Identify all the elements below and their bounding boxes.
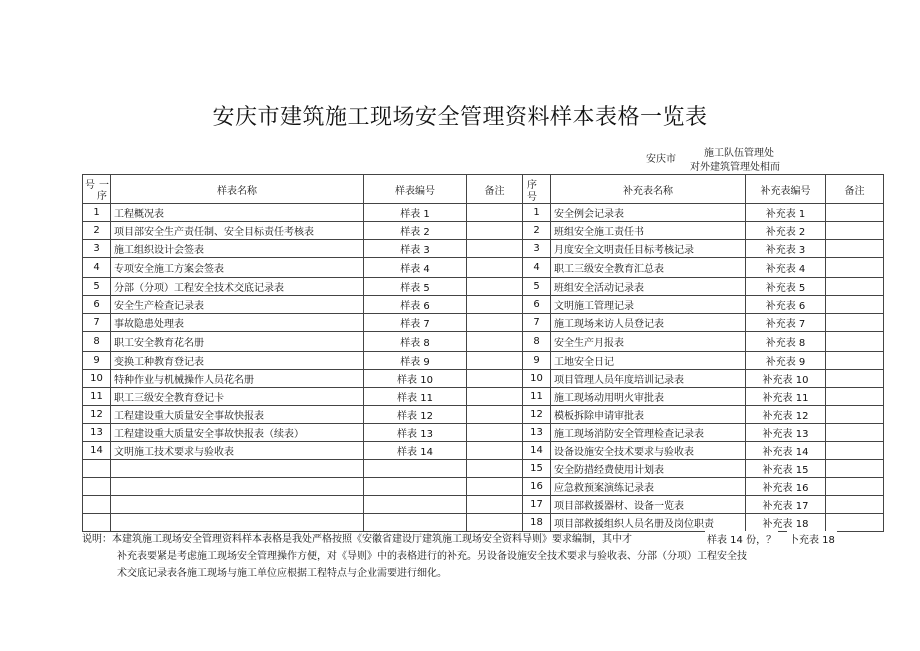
row-supp-name: 安全防措经费使用计划表: [551, 460, 746, 478]
table-row: [83, 258, 884, 278]
row-supp-remark: [826, 352, 884, 370]
org-city: 安庆市: [646, 154, 676, 165]
row-remark: [467, 406, 523, 424]
table-row: [83, 332, 884, 352]
row-sample-no: [364, 460, 467, 478]
row-seq-right: 18: [523, 514, 551, 532]
row-supp-remark: [826, 278, 884, 296]
row-seq-right: 9: [523, 352, 551, 370]
header-seq-right-top: 序: [527, 180, 537, 191]
row-supp-remark: [826, 460, 884, 478]
row-supp-remark: [826, 240, 884, 258]
row-sample-no: 样表 2: [364, 222, 467, 240]
header-supp-no: 补充表编号: [746, 175, 826, 204]
row-supp-no: 补充表 12: [746, 406, 826, 424]
table-row: [83, 496, 884, 514]
row-seq-left: 5: [83, 278, 111, 296]
row-sample-no: 样表 11: [364, 388, 467, 406]
row-seq-right: 11: [523, 388, 551, 406]
row-remark: [467, 352, 523, 370]
row-supp-remark: [826, 424, 884, 442]
header-seq-right-bottom: 号: [527, 192, 537, 203]
row-sample-no: 样表 7: [364, 314, 467, 332]
row-supp-name: 项目部救援器材、设备一览表: [551, 496, 746, 514]
row-seq-left: 3: [83, 240, 111, 258]
row-seq-left: 11: [83, 388, 111, 406]
row-sample-no: 样表 3: [364, 240, 467, 258]
row-seq-right: 13: [523, 424, 551, 442]
row-sample-no: [364, 478, 467, 496]
row-seq-right: 14: [523, 442, 551, 460]
row-supp-no: 补充表 1: [746, 204, 826, 222]
row-sample-name: [111, 460, 364, 478]
row-remark: [467, 222, 523, 240]
header-supp-remark: 备注: [826, 175, 884, 204]
note-line-1: 说明：本建筑施工现场安全管理资料样本表格是我处严格按照《安徽省建设厅建筑施工现场安全资料导则》要求编制，其中才: [82, 534, 632, 545]
row-seq-left: 8: [83, 332, 111, 352]
row-sample-name: 文明施工技术要求与验收表: [111, 442, 364, 460]
row-seq-right: 1: [523, 204, 551, 222]
row-remark: [467, 370, 523, 388]
row-seq-left: [83, 496, 111, 514]
row-supp-name: 文明施工管理记录: [551, 296, 746, 314]
row-supp-name: 安全生产月报表: [551, 332, 746, 352]
row-sample-name: 分部（分项）工程安全技术交底记录表: [111, 278, 364, 296]
row-remark: [467, 388, 523, 406]
row-sample-no: 样表 6: [364, 296, 467, 314]
row-seq-left: 6: [83, 296, 111, 314]
row-sample-name: 项目部安全生产责任制、安全目标责任考核表: [111, 222, 364, 240]
row-supp-remark: [826, 478, 884, 496]
page-title: 安庆市建筑施工现场安全管理资料样本表格一览表: [212, 105, 708, 130]
row-supp-no: 补充表 18: [746, 514, 826, 532]
row-supp-no: 补充表 2: [746, 222, 826, 240]
row-supp-name: 工地安全日记: [551, 352, 746, 370]
table-row: [83, 222, 884, 240]
table-row: [83, 460, 884, 478]
row-supp-remark: [826, 370, 884, 388]
row-remark: [467, 478, 523, 496]
header-supp-name: 补充表名称: [551, 175, 746, 204]
row-supp-remark: [826, 442, 884, 460]
row-seq-left: 12: [83, 406, 111, 424]
table-row: [83, 406, 884, 424]
row-supp-remark: [826, 388, 884, 406]
table-row: [83, 240, 884, 258]
row-seq-right: 16: [523, 478, 551, 496]
header-remark: 备注: [467, 175, 523, 204]
header-seq-left-bottom: 序: [97, 191, 107, 202]
note-line-2: 补充表要紧是考虑施工现场安全管理操作方便，对《导则》中的表格进行的补充。另设备设施安全技术要求与验收表、分部（分项）工程安全技: [117, 551, 747, 562]
org-line-2: 对外建筑管理处相而: [690, 162, 780, 173]
row-seq-right: 8: [523, 332, 551, 352]
table-row: [83, 514, 884, 532]
row-sample-no: [364, 496, 467, 514]
row-seq-right: 5: [523, 278, 551, 296]
row-supp-no: 补充表 8: [746, 332, 826, 352]
row-supp-no: 补充表 9: [746, 352, 826, 370]
row-seq-right: 7: [523, 314, 551, 332]
header-seq-right: [523, 175, 551, 204]
row-sample-name: 工程概况表: [111, 204, 364, 222]
row-supp-name: 施工现场消防安全管理检查记录表: [551, 424, 746, 442]
row-sample-no: 样表 8: [364, 332, 467, 352]
row-supp-remark: [826, 332, 884, 352]
row-supp-no: 补充表 5: [746, 278, 826, 296]
row-seq-right: 4: [523, 258, 551, 278]
row-supp-name: 模板拆除申请审批表: [551, 406, 746, 424]
row-supp-remark: [826, 496, 884, 514]
table-row: [83, 278, 884, 296]
note-supp-count: 卜充表 18: [787, 531, 837, 546]
row-supp-no: 补充表 11: [746, 388, 826, 406]
row-remark: [467, 240, 523, 258]
row-seq-left: 7: [83, 314, 111, 332]
row-remark: [467, 204, 523, 222]
row-supp-no: 补充表 14: [746, 442, 826, 460]
row-supp-no: 补充表 6: [746, 296, 826, 314]
row-sample-name: [111, 514, 364, 532]
row-seq-left: 10: [83, 370, 111, 388]
header-sample-no: 样表编号: [364, 175, 467, 204]
row-supp-remark: [826, 406, 884, 424]
row-seq-right: 17: [523, 496, 551, 514]
row-seq-right: 2: [523, 222, 551, 240]
row-sample-no: 样表 9: [364, 352, 467, 370]
row-seq-right: 12: [523, 406, 551, 424]
row-seq-left: 1: [83, 204, 111, 222]
row-sample-no: [364, 514, 467, 532]
row-supp-remark: [826, 204, 884, 222]
note-line-3: 术交底记录表各施工现场与施工单位应根据工程特点与企业需要进行细化。: [117, 568, 447, 579]
row-supp-no: 补充表 10: [746, 370, 826, 388]
row-supp-no: 补充表 3: [746, 240, 826, 258]
row-sample-name: 变换工种教育登记表: [111, 352, 364, 370]
row-seq-left: [83, 514, 111, 532]
table-row: [83, 314, 884, 332]
note-sample-count: 样表 14 份，？: [705, 531, 778, 546]
row-remark: [467, 460, 523, 478]
row-seq-left: 2: [83, 222, 111, 240]
row-remark: [467, 258, 523, 278]
header-seq-left-top: 号: [85, 180, 95, 191]
row-seq-left: [83, 478, 111, 496]
row-seq-right: 15: [523, 460, 551, 478]
row-supp-name: 施工现场来访人员登记表: [551, 314, 746, 332]
row-supp-name: 项目部救援组织人员名册及岗位职责: [551, 514, 746, 532]
table-body: [83, 204, 884, 532]
row-supp-name: 安全例会记录表: [551, 204, 746, 222]
row-seq-left: 4: [83, 258, 111, 278]
row-supp-name: 职工三级安全教育汇总表: [551, 258, 746, 278]
row-supp-name: 应急救预案演练记录表: [551, 478, 746, 496]
row-supp-name: 班组安全施工责任书: [551, 222, 746, 240]
table-row: [83, 352, 884, 370]
row-supp-remark: [826, 258, 884, 278]
row-sample-no: 样表 12: [364, 406, 467, 424]
row-remark: [467, 496, 523, 514]
row-sample-no: 样表 13: [364, 424, 467, 442]
row-seq-left: 9: [83, 352, 111, 370]
header-seq-left: [83, 175, 111, 204]
row-sample-name: [111, 496, 364, 514]
row-remark: [467, 514, 523, 532]
org-line-1: 施工队伍管理处: [704, 148, 774, 159]
row-supp-no: 补充表 4: [746, 258, 826, 278]
row-seq-left: 14: [83, 442, 111, 460]
row-supp-name: 施工现场动用明火审批表: [551, 388, 746, 406]
forms-table: [82, 174, 884, 532]
row-sample-name: [111, 478, 364, 496]
row-supp-no: 补充表 13: [746, 424, 826, 442]
row-seq-left: 13: [83, 424, 111, 442]
row-supp-no: 补充表 7: [746, 314, 826, 332]
row-remark: [467, 278, 523, 296]
row-sample-name: 专项安全施工方案会签表: [111, 258, 364, 278]
row-supp-remark: [826, 222, 884, 240]
table-row: [83, 388, 884, 406]
row-seq-left: [83, 460, 111, 478]
row-supp-name: 月度安全文明责任目标考核记录: [551, 240, 746, 258]
table-row: [83, 424, 884, 442]
row-sample-name: 职工安全教育花名册: [111, 332, 364, 352]
header-seq-left-mid: 一: [99, 180, 109, 191]
row-seq-right: 10: [523, 370, 551, 388]
row-remark: [467, 314, 523, 332]
table-row: [83, 370, 884, 388]
row-supp-name: 班组安全活动记录表: [551, 278, 746, 296]
row-supp-remark: [826, 314, 884, 332]
row-remark: [467, 296, 523, 314]
row-sample-name: 事故隐患处理表: [111, 314, 364, 332]
row-seq-right: 6: [523, 296, 551, 314]
row-remark: [467, 442, 523, 460]
row-sample-name: 施工组织设计会签表: [111, 240, 364, 258]
row-sample-name: 职工三级安全教育登记卡: [111, 388, 364, 406]
row-sample-name: 工程建设重大质量安全事故快报表（续表）: [111, 424, 364, 442]
row-supp-remark: [826, 514, 884, 532]
row-sample-no: 样表 1: [364, 204, 467, 222]
row-supp-remark: [826, 296, 884, 314]
row-remark: [467, 332, 523, 352]
table-row: [83, 296, 884, 314]
table-row: [83, 442, 884, 460]
row-remark: [467, 424, 523, 442]
header-row: [83, 175, 884, 204]
row-supp-no: 补充表 17: [746, 496, 826, 514]
row-sample-name: 工程建设重大质量安全事故快报表: [111, 406, 364, 424]
table-row: [83, 204, 884, 222]
header-sample-name: 样表名称: [111, 175, 364, 204]
row-sample-name: 特种作业与机械操作人员花名册: [111, 370, 364, 388]
row-supp-name: 项目管理人员年度培训记录表: [551, 370, 746, 388]
row-sample-no: 样表 4: [364, 258, 467, 278]
row-supp-name: 设备设施安全技术要求与验收表: [551, 442, 746, 460]
row-supp-no: 补充表 16: [746, 478, 826, 496]
row-sample-name: 安全生产检查记录表: [111, 296, 364, 314]
row-supp-no: 补充表 15: [746, 460, 826, 478]
row-sample-no: 样表 10: [364, 370, 467, 388]
row-seq-right: 3: [523, 240, 551, 258]
row-sample-no: 样表 5: [364, 278, 467, 296]
row-sample-no: 样表 14: [364, 442, 467, 460]
table-row: [83, 478, 884, 496]
